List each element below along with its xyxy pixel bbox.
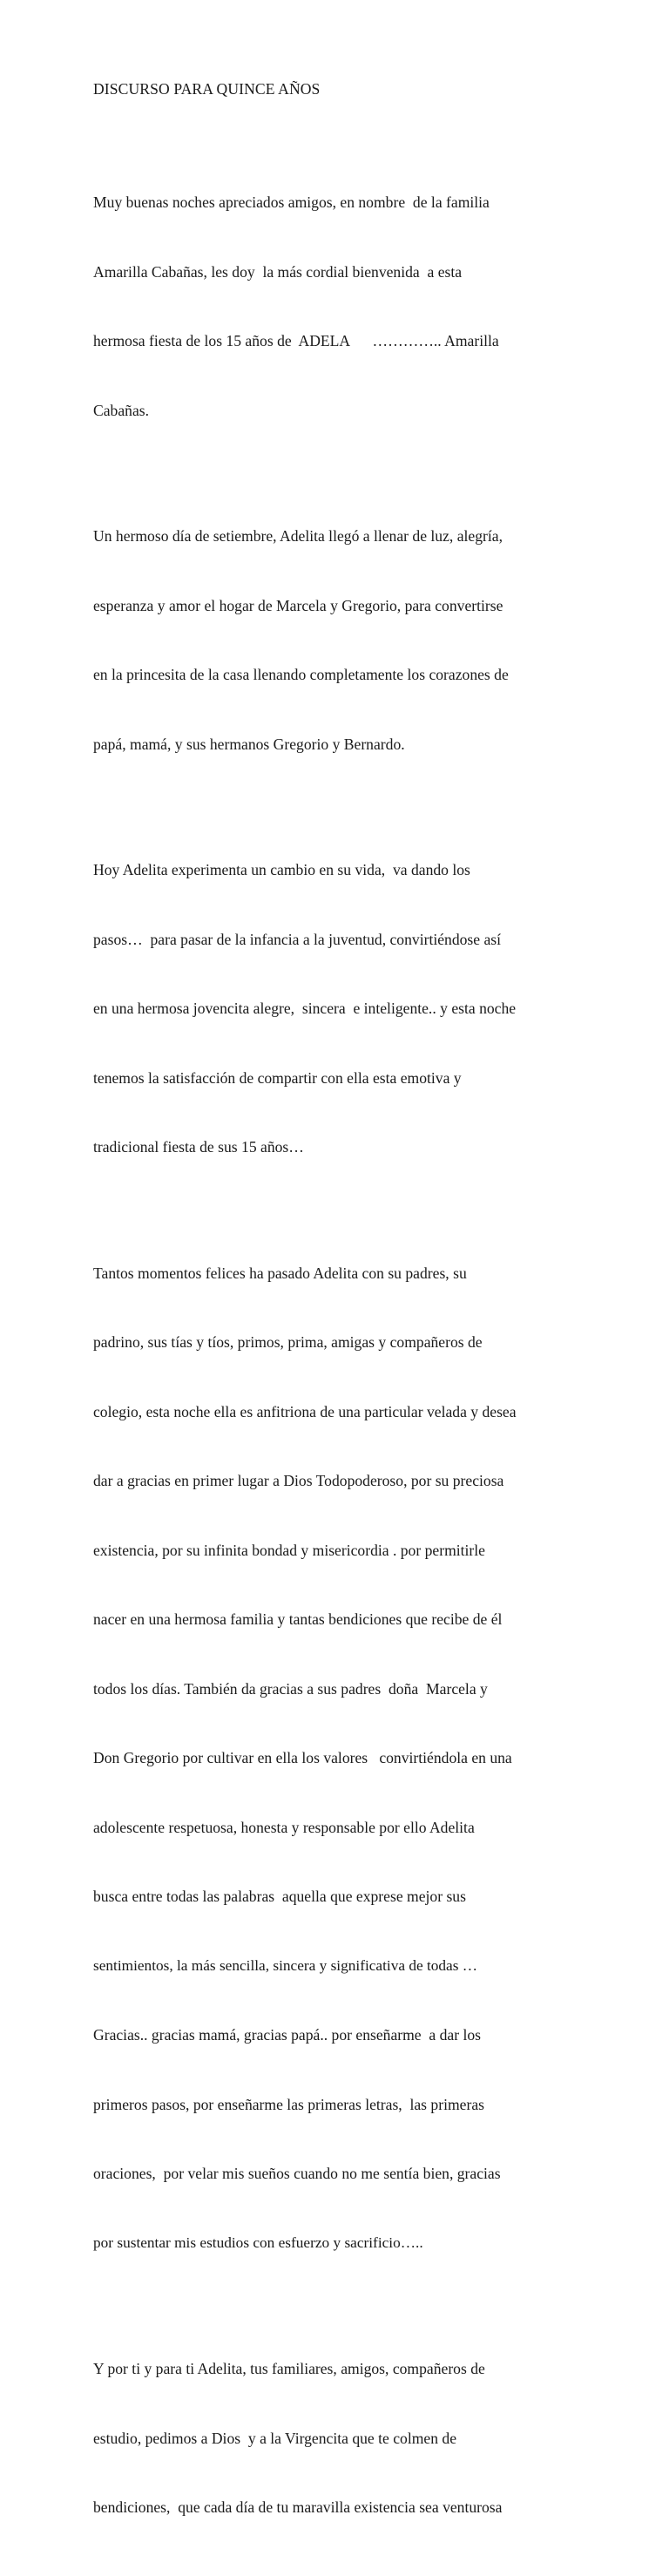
text-line: sentimientos, la más sencilla, sincera y significativa de todas …: [93, 1956, 478, 1974]
text-line: Gracias.. gracias mamá, gracias papá.. por enseñarme a dar los: [93, 2026, 482, 2044]
text-line: Tantos momentos felices ha pasado Adelita con su padres, su: [93, 1264, 467, 1282]
text-line: Muy buenas noches apreciados amigos, en nombre de la familia: [93, 193, 490, 211]
text-line: colegio, esta noche ella es anfitriona de una particular velada y desea: [93, 1402, 517, 1420]
text-line: bendiciones, que cada día de tu maravilla existencia sea venturosa: [93, 2498, 503, 2516]
text-line: nacer en una hermosa familia y tantas bendiciones que recibe de él: [93, 1610, 503, 1628]
text-line: estudio, pedimos a Dios y a la Virgencita que te colmen de: [93, 2429, 457, 2447]
paragraph-change: [93, 812, 581, 1205]
text-line: Y por ti y para ti Adelita, tus familiares, amigos, compañeros de: [93, 2360, 485, 2377]
document-body: [93, 145, 581, 2576]
text-line: adolescente respetuosa, honesta y responsable por ello Adelita: [93, 1818, 475, 1836]
text-line: existencia, por su infinita bondad y misericordia . por permitirle: [93, 1541, 485, 1559]
text-line: Hoy Adelita experimenta un cambio en su vida, va dando los: [93, 861, 470, 878]
document-title: DISCURSO PARA QUINCE AÑOS: [93, 80, 321, 98]
text-line: tradicional fiesta de sus 15 años…: [93, 1138, 304, 1156]
paragraph-blessings: [93, 2311, 581, 2566]
text-line: dar a gracias en primer lugar a Dios Todopoderoso, por su preciosa: [93, 1472, 504, 1489]
text-line: busca entre todas las palabras aquella que exprese mejor sus: [93, 1888, 466, 1905]
text-line: Cabañas.: [93, 401, 150, 419]
text-line: esperanza y amor el hogar de Marcela y Gregorio, para convertirse: [93, 596, 503, 614]
text-line: pasos… para pasar de la infancia a la juventud, convirtiéndose así: [93, 930, 502, 948]
text-line: por sustentar mis estudios con esfuerzo y sacrificio…..: [93, 2234, 423, 2251]
text-line: Don Gregorio por cultivar en ella los valores convirtiéndola en una: [93, 1749, 512, 1766]
text-line: Amarilla Cabañas, les doy la más cordial bienvenida a esta: [93, 262, 463, 281]
text-line: Un hermoso día de setiembre, Adelita llegó a llenar de luz, alegría,: [93, 527, 503, 545]
text-line: oraciones, por velar mis sueños cuando no me sentía bien, gracias: [93, 2165, 501, 2182]
paragraph-welcome: [93, 145, 581, 468]
text-line: hermosa fiesta de los 15 años de ADELA ………….. Amarilla: [93, 332, 499, 349]
text-line: en la princesita de la casa llenando completamente los corazones de: [93, 666, 509, 683]
text-line: en una hermosa jovencita alegre, sincera e inteligente.. y esta noche: [93, 1000, 517, 1017]
text-line: papá, mamá, y sus hermanos Gregorio y Bernardo.: [93, 735, 405, 753]
text-line: padrino, sus tías y tíos, primos, prima, amigas y compañeros de: [93, 1333, 483, 1351]
paragraph-gratitude: [93, 1216, 581, 2301]
text-line: tenemos la satisfacción de compartir con ella esta emotiva y: [93, 1068, 462, 1087]
text-line: todos los días. También da gracias a sus padres doña Marcela y: [93, 1679, 488, 1698]
paragraph-birth: [93, 478, 581, 802]
text-line: primeros pasos, por enseñarme las primeras letras, las primeras: [93, 2095, 484, 2113]
